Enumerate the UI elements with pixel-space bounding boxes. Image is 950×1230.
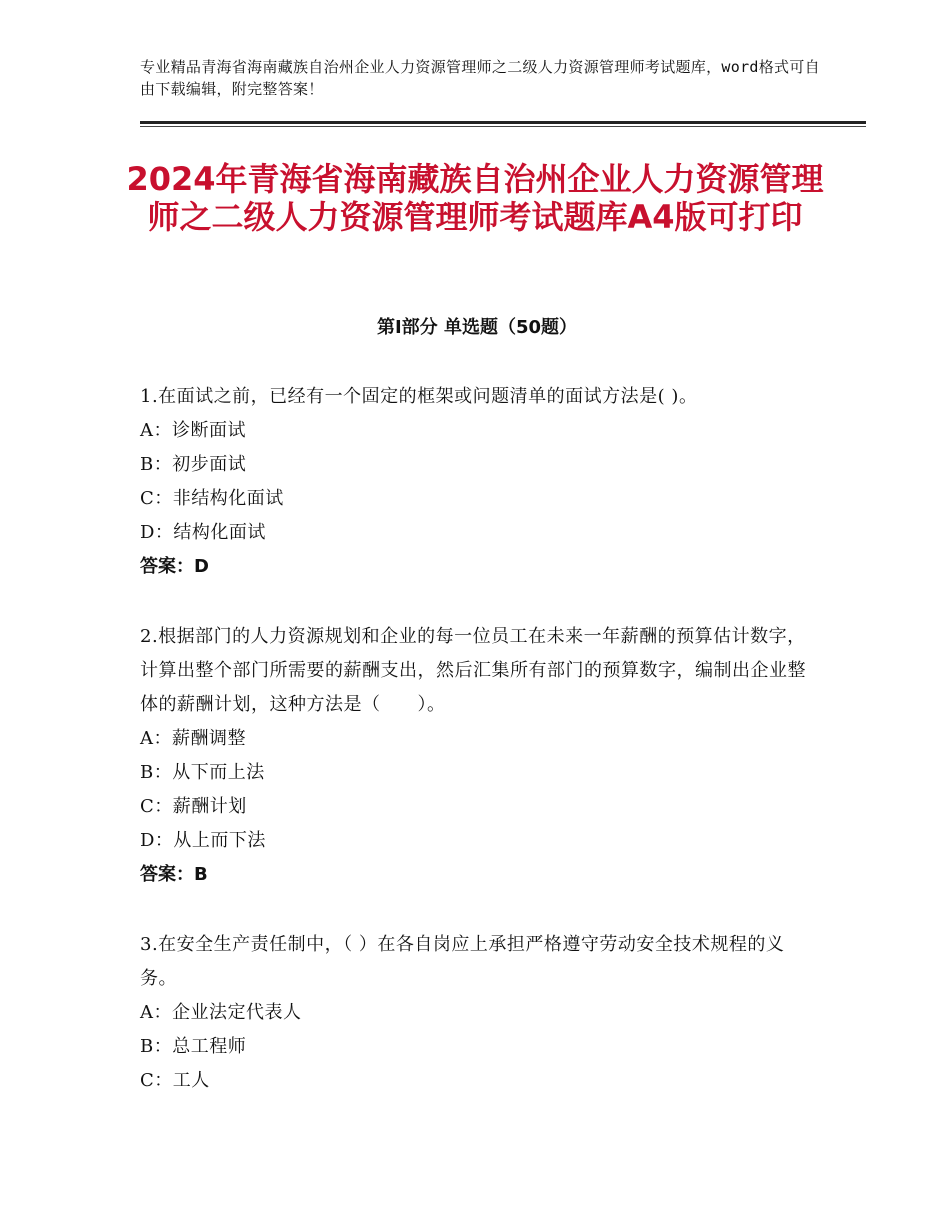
question-stem: 1.在面试之前，已经有一个固定的框架或问题清单的面试方法是( )。 [140, 386, 698, 407]
question-1 [140, 380, 820, 584]
option-c: C：工人 [140, 1070, 210, 1091]
answer: 答案：D [140, 556, 209, 577]
option-d: D：结构化面试 [140, 522, 266, 543]
option-c: C：薪酬计划 [140, 796, 247, 817]
option-c: C：非结构化面试 [140, 488, 284, 509]
answer: 答案：B [140, 864, 208, 885]
option-a: A：企业法定代表人 [140, 1002, 302, 1023]
option-a: A：薪酬调整 [140, 728, 246, 749]
question-stem: 3.在安全生产责任制中，（ ）在各自岗应上承担严格遵守劳动安全技术规程的义务。 [140, 934, 785, 989]
option-b: B：总工程师 [140, 1036, 247, 1057]
question-list [140, 380, 820, 1134]
section-title: 第Ⅰ部分 单选题（50题） [376, 317, 577, 338]
question-stem: 2.根据部门的人力资源规划和企业的每一位员工在未来一年薪酬的预算估计数字，计算出整个部门所需要的薪酬支出，然后汇集所有部门的预算数字，编制出企业整体的薪酬计划，这种方法是（ ）。 [140, 626, 806, 715]
option-d: D：从上而下法 [140, 830, 266, 851]
option-b: B：初步面试 [140, 454, 247, 475]
document-title: 2024年青海省海南藏族自治州企业人力资源管理师之二级人力资源管理师考试题库A4版可打印 [126, 160, 824, 236]
question-2 [140, 620, 820, 892]
header-rule-thick [140, 121, 866, 124]
header-note: 专业精品青海省海南藏族自治州企业人力资源管理师之二级人力资源管理师考试题库，word格式可自由下载编辑，附完整答案！ [140, 58, 820, 98]
option-a: A：诊断面试 [140, 420, 246, 441]
question-3 [140, 928, 820, 1098]
header-rule-thin [140, 126, 866, 127]
option-b: B：从下而上法 [140, 762, 265, 783]
